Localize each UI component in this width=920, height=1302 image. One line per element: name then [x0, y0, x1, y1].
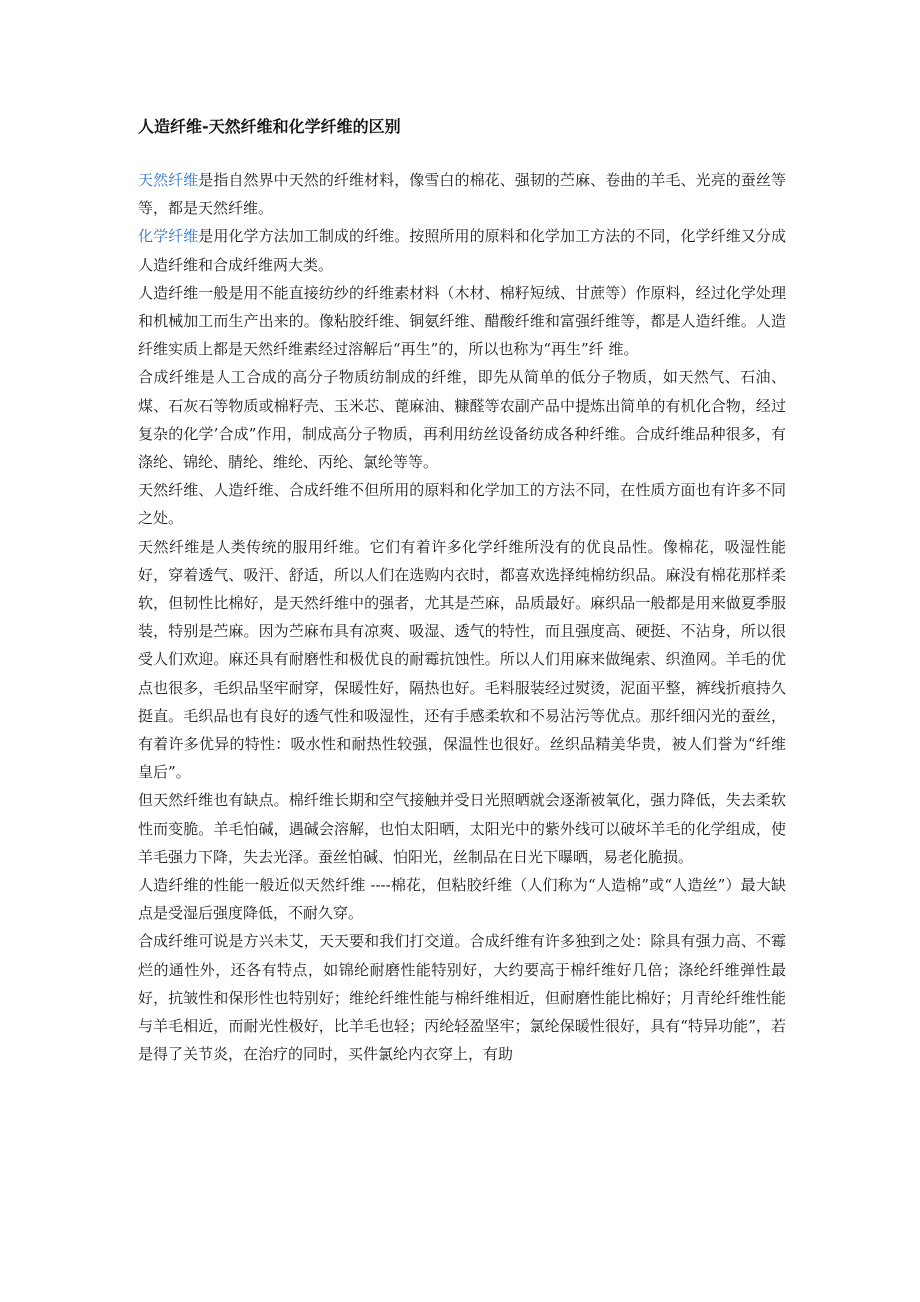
- paragraph-synthetic-properties: 合成纤维可说是方兴未艾，天天要和我们打交道。合成纤维有许多独到之处：除具有强力高、不霉烂的通性外，还各有特点，如锦纶耐磨性能特别好，大约要高于棉纤维好几倍；涤纶纤维弹性最好，抗皱性和保形性也特别好；维纶纤维性能与棉纤维相近，但耐磨性能比棉好；月青纶纤维性能与羊毛相近，而耐光性极好，比羊毛也轻；丙纶轻盈坚牢；氯纶保暖性很好，具有“特异功能”，若是得了关节炎，在治疗的同时，买件氯纶内衣穿上，有助: [138, 932, 786, 1064]
- paragraph-artificial-properties: 人造纤维的性能一般近似天然纤维 ----棉花，但粘胶纤维（人们称为“人造棉”或“人造丝”）最大缺点是受湿后强度降低，不耐久穿。: [138, 876, 786, 923]
- link-natural-fiber[interactable]: 天然纤维: [138, 171, 199, 189]
- paragraph-natural-disadvantages: 但天然纤维也有缺点。棉纤维长期和空气接触并受日光照晒就会逐渐被氧化，强力降低，失去柔软性而变脆。羊毛怕碱，遇碱会溶解，也怕太阳晒，太阳光中的紫外线可以破坏羊毛的化学组成，使羊毛强力下降，失去光泽。蚕丝怕碱、怕阳光，丝制品在日光下曝晒，易老化脆损。: [138, 791, 786, 866]
- paragraph-chemical-fiber: [138, 222, 786, 278]
- paragraph-artificial-fiber: 人造纤维一般是用不能直接纺纱的纤维素材料（木材、棉籽短绒、甘蔗等）作原料，经过化学处理和机械加工而生产出来的。像粘胶纤维、铜氨纤维、醋酸纤维和富强纤维等，都是人造纤维。人造纤维实质上都是天然纤维素经过溶解后“再生”的，所以也称为“再生”纤 维。: [138, 283, 786, 359]
- link-chemical-fiber[interactable]: 化学纤维: [138, 227, 199, 246]
- paragraph-natural-advantages: 天然纤维是人类传统的服用纤维。它们有着许多化学纤维所没有的优良品性。像棉花，吸湿性能好，穿着透气、吸汗、舒适，所以人们在选购内衣时，都喜欢选择纯棉纺织品。麻没有棉花那样柔软，但韧性比棉好，是天然纤维中的强者，尤其是苎麻，品质最好。麻织品一般都是用来做夏季服装，特别是苎麻。因为苎麻布具有凉爽、吸湿、透气的特性，而且强度高、硬挺、不沾身，所以很受人们欢迎。麻还具有耐磨性和极优良的耐霉抗蚀性。所以人们用麻来做绳索、织渔网。羊毛的优点也很多，毛织品坚牢耐穿，保暖性好，隔热也好。毛料服装经过熨烫，泥面平整，裤线折痕持久挺直。毛织品也有良好的透气性和吸湿性，还有手感柔软和不易沾污等优点。那纤细闪光的蚕丝，有着许多优异的特性：吸水性和耐热性较强，保温性也很好。丝织品精美华贵，被人们誉为“纤维皇后”。: [138, 537, 786, 782]
- paragraph-comparison: 天然纤维、人造纤维、合成纤维不但所用的原料和化学加工的方法不同，在性质方面也有许多不同之处。: [138, 481, 786, 528]
- paragraph-natural-fiber: [138, 166, 786, 222]
- paragraph-text: 是指自然界中天然的纤维材料，像雪白的棉花、强韧的苎麻、卷曲的羊毛、光亮的蚕丝等等，都是天然纤维。: [138, 171, 786, 218]
- document-body: [138, 113, 786, 1069]
- document-title: 人造纤维-天然纤维和化学纤维的区别: [138, 117, 401, 136]
- paragraph-text: 是用化学方法加工制成的纤维。按照所用的原料和化学加工方法的不同，化学纤维又分成人造纤维和合成纤维两大类。: [138, 227, 786, 274]
- paragraph-synthetic-fiber: 合成纤维是人工合成的高分子物质纺制成的纤维，即先从简单的低分子物质，如天然气、石油、煤、石灰石等物质或棉籽壳、玉米芯、蓖麻油、糠醛等农副产品中提炼出简单的有机化合物，经过复杂的化学’合成”作用，制成高分子物质，再利用纺丝设备纺成各种纤维。合成纤维品种很多，有涤纶、锦纶、腈纶、维纶、丙纶、氯纶等等。: [138, 368, 786, 472]
